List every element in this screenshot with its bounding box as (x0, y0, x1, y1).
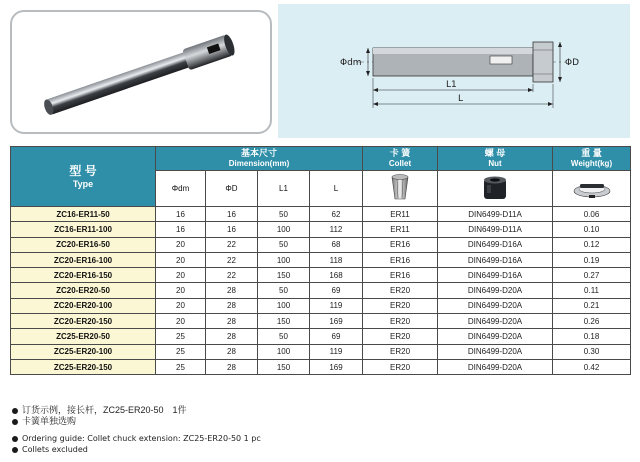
note-collet-zh: 卡簧单独选购 (12, 416, 512, 427)
collet-image (363, 171, 438, 207)
weight-cell: 0.42 (553, 359, 631, 374)
collet-cell: ER20 (363, 329, 438, 344)
l-cell: 169 (310, 314, 363, 329)
dimension-header: 基本尺寸 Dimension(mm) (156, 147, 363, 171)
l1-cell: 150 (258, 268, 310, 283)
collet-cell: ER20 (363, 359, 438, 374)
table-row (11, 268, 631, 283)
weight-cell: 0.12 (553, 237, 631, 252)
scale-icon (567, 173, 617, 203)
nut-cell: DIN6499-D11A (438, 222, 553, 237)
l1-cell: 150 (258, 314, 310, 329)
dm-cell: 25 (156, 344, 206, 359)
type-cell: ZC20-ER20-100 (11, 298, 156, 313)
l1-label: L1 (446, 80, 457, 90)
table-row (11, 359, 631, 374)
l-cell: 112 (310, 222, 363, 237)
l1-cell: 100 (258, 252, 310, 267)
weight-cell: 0.27 (553, 268, 631, 283)
l-cell: 62 (310, 207, 363, 222)
weight-cell: 0.30 (553, 344, 631, 359)
d-cell: 22 (206, 237, 258, 252)
l-cell: 119 (310, 298, 363, 313)
weight-cell: 0.19 (553, 252, 631, 267)
technical-drawing-panel (278, 4, 630, 138)
l-column-header: L (310, 171, 363, 207)
d-cell: 22 (206, 252, 258, 267)
d-cell: 28 (206, 283, 258, 298)
type-cell: ZC16-ER11-100 (11, 222, 156, 237)
collet-header: 卡 簧 Collet (363, 147, 438, 171)
l1-cell: 50 (258, 329, 310, 344)
weight-cell: 0.21 (553, 298, 631, 313)
bullet-icon (12, 408, 18, 414)
collet-cell: ER20 (363, 283, 438, 298)
l-cell: 169 (310, 359, 363, 374)
weight-cell: 0.26 (553, 314, 631, 329)
note-order-en: Ordering guide: Collet chuck extension: ZC25-ER20-50 1 pc (12, 433, 512, 444)
dm-cell: 25 (156, 359, 206, 374)
d-cell: 22 (206, 268, 258, 283)
l1-cell: 50 (258, 283, 310, 298)
product-photo-panel (10, 10, 272, 134)
note-collet-en: Collets excluded (12, 444, 512, 455)
table-row (11, 344, 631, 359)
dm-cell: 25 (156, 329, 206, 344)
d-cell: 28 (206, 298, 258, 313)
collet-cell: ER20 (363, 344, 438, 359)
nut-header: 螺 母 Nut (438, 147, 553, 171)
table-row (11, 329, 631, 344)
dm-column-header: Φdm (156, 171, 206, 207)
type-header: 型 号 Type (11, 147, 156, 207)
l1-column-header: L1 (258, 171, 310, 207)
dm-cell: 20 (156, 298, 206, 313)
type-cell: ZC25-ER20-100 (11, 344, 156, 359)
dm-label: Φdm (340, 58, 362, 68)
nut-image (438, 171, 553, 207)
d-cell: 16 (206, 207, 258, 222)
type-cell: ZC25-ER20-50 (11, 329, 156, 344)
l1-cell: 150 (258, 359, 310, 374)
dimension-drawing (278, 4, 630, 138)
table-row (11, 207, 631, 222)
nut-cell: DIN6499-D16A (438, 252, 553, 267)
nut-icon (478, 173, 512, 203)
d-column-header: ΦD (206, 171, 258, 207)
weight-header: 重 量 Weight(kg) (553, 147, 631, 171)
note-order-zh: 订货示例，接长杆，ZC25-ER20-50 1件 (12, 405, 512, 416)
type-cell: ZC20-ER20-50 (11, 283, 156, 298)
collet-cell: ER20 (363, 314, 438, 329)
nut-cell: DIN6499-D20A (438, 344, 553, 359)
l-label: L (458, 94, 464, 104)
d-cell: 28 (206, 329, 258, 344)
d-cell: 28 (206, 314, 258, 329)
collet-cell: ER16 (363, 252, 438, 267)
weight-cell: 0.06 (553, 207, 631, 222)
d-label: ΦD (565, 58, 580, 68)
collet-cell: ER16 (363, 237, 438, 252)
bullet-icon (12, 419, 18, 425)
extension-bar-photo (12, 12, 274, 136)
l-cell: 68 (310, 237, 363, 252)
d-cell: 16 (206, 222, 258, 237)
bullet-icon (12, 447, 18, 453)
nut-cell: DIN6499-D20A (438, 314, 553, 329)
nut-cell: DIN6499-D16A (438, 268, 553, 283)
l1-cell: 100 (258, 222, 310, 237)
type-cell: ZC25-ER20-150 (11, 359, 156, 374)
dm-cell: 16 (156, 207, 206, 222)
l1-cell: 100 (258, 298, 310, 313)
l-cell: 168 (310, 268, 363, 283)
collet-icon (383, 173, 417, 203)
nut-cell: DIN6499-D20A (438, 359, 553, 374)
dm-cell: 20 (156, 283, 206, 298)
l-cell: 118 (310, 252, 363, 267)
weight-cell: 0.11 (553, 283, 631, 298)
collet-cell: ER11 (363, 207, 438, 222)
nut-cell: DIN6499-D16A (438, 237, 553, 252)
dm-cell: 20 (156, 268, 206, 283)
l-cell: 69 (310, 329, 363, 344)
collet-cell: ER11 (363, 222, 438, 237)
dm-cell: 16 (156, 222, 206, 237)
table-row (11, 222, 631, 237)
nut-cell: DIN6499-D20A (438, 283, 553, 298)
l-cell: 69 (310, 283, 363, 298)
weight-image (553, 171, 631, 207)
dm-cell: 20 (156, 252, 206, 267)
d-cell: 28 (206, 359, 258, 374)
collet-cell: ER16 (363, 268, 438, 283)
bullet-icon (12, 436, 18, 442)
nut-cell: DIN6499-D20A (438, 329, 553, 344)
table-row (11, 314, 631, 329)
type-cell: ZC16-ER11-50 (11, 207, 156, 222)
table-row (11, 237, 631, 252)
spec-table (10, 146, 631, 375)
weight-cell: 0.10 (553, 222, 631, 237)
collet-cell: ER20 (363, 298, 438, 313)
table-row (11, 283, 631, 298)
notes-section (12, 405, 512, 455)
l1-cell: 50 (258, 207, 310, 222)
table-row (11, 252, 631, 267)
dm-cell: 20 (156, 237, 206, 252)
l1-cell: 100 (258, 344, 310, 359)
l-cell: 119 (310, 344, 363, 359)
type-cell: ZC20-ER16-50 (11, 237, 156, 252)
type-cell: ZC20-ER20-150 (11, 314, 156, 329)
l1-cell: 50 (258, 237, 310, 252)
nut-cell: DIN6499-D20A (438, 298, 553, 313)
type-cell: ZC20-ER16-100 (11, 252, 156, 267)
d-cell: 28 (206, 344, 258, 359)
nut-cell: DIN6499-D11A (438, 207, 553, 222)
table-row (11, 298, 631, 313)
type-cell: ZC20-ER16-150 (11, 268, 156, 283)
dm-cell: 20 (156, 314, 206, 329)
weight-cell: 0.18 (553, 329, 631, 344)
